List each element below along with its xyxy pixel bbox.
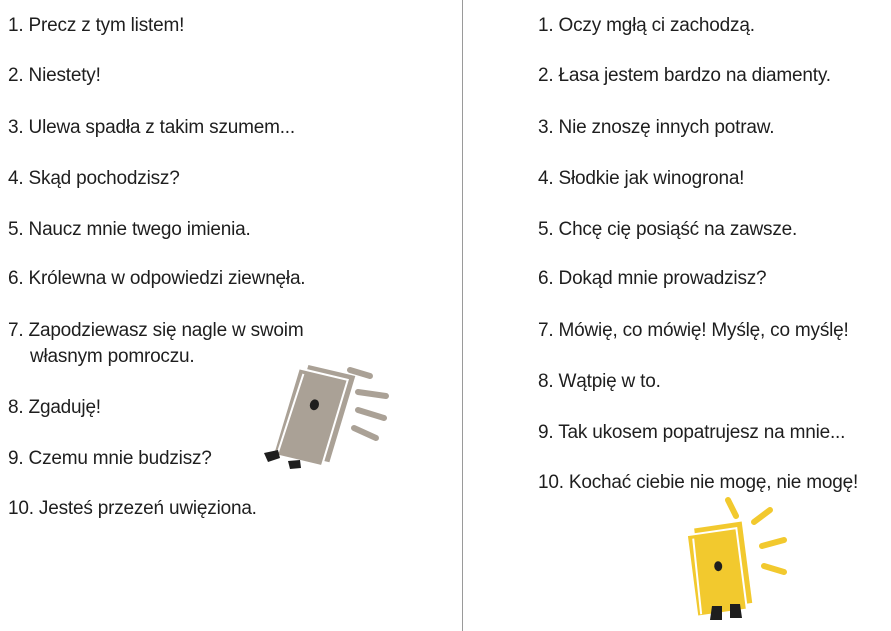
right-item-5: 5. Chcę cię posiąść na zawsze. <box>538 219 798 240</box>
left-item-2: 2. Niestety! <box>8 65 101 86</box>
column-divider <box>462 0 463 631</box>
gray-book-character-icon <box>262 358 392 478</box>
left-item-9: 9. Czemu mnie budzisz? <box>8 448 212 469</box>
left-item-7-continuation: własnym pomroczu. <box>30 346 195 367</box>
left-item-7: 7. Zapodziewasz się nagle w swoim własnym pomroczu. <box>8 318 303 370</box>
right-item-10: 10. Kochać ciebie nie mogę, nie mogę! <box>538 472 859 493</box>
left-item-10: 10. Jesteś przezeń uwięziona. <box>8 498 257 519</box>
right-item-4: 4. Słodkie jak winogrona! <box>538 168 745 189</box>
left-item-5: 5. Naucz mnie twego imienia. <box>8 219 251 240</box>
left-item-1: 1. Precz z tym listem! <box>8 15 185 36</box>
right-item-6: 6. Dokąd mnie prowadzisz? <box>538 268 767 289</box>
right-item-8: 8. Wątpię w to. <box>538 371 661 392</box>
yellow-book-character-icon <box>680 494 795 624</box>
left-item-6: 6. Królewna w odpowiedzi ziewnęła. <box>8 268 306 289</box>
right-item-2: 2. Łasa jestem bardzo na diamenty. <box>538 65 831 86</box>
right-item-3: 3. Nie znoszę innych potraw. <box>538 117 775 138</box>
right-item-9: 9. Tak ukosem popatrujesz na mnie... <box>538 422 846 443</box>
left-item-3: 3. Ulewa spadła z takim szumem... <box>8 117 295 138</box>
right-item-1: 1. Oczy mgłą ci zachodzą. <box>538 15 755 36</box>
left-item-4: 4. Skąd pochodzisz? <box>8 168 180 189</box>
right-item-7: 7. Mówię, co mówię! Myślę, co myślę! <box>538 320 849 341</box>
left-item-8: 8. Zgaduję! <box>8 397 101 418</box>
